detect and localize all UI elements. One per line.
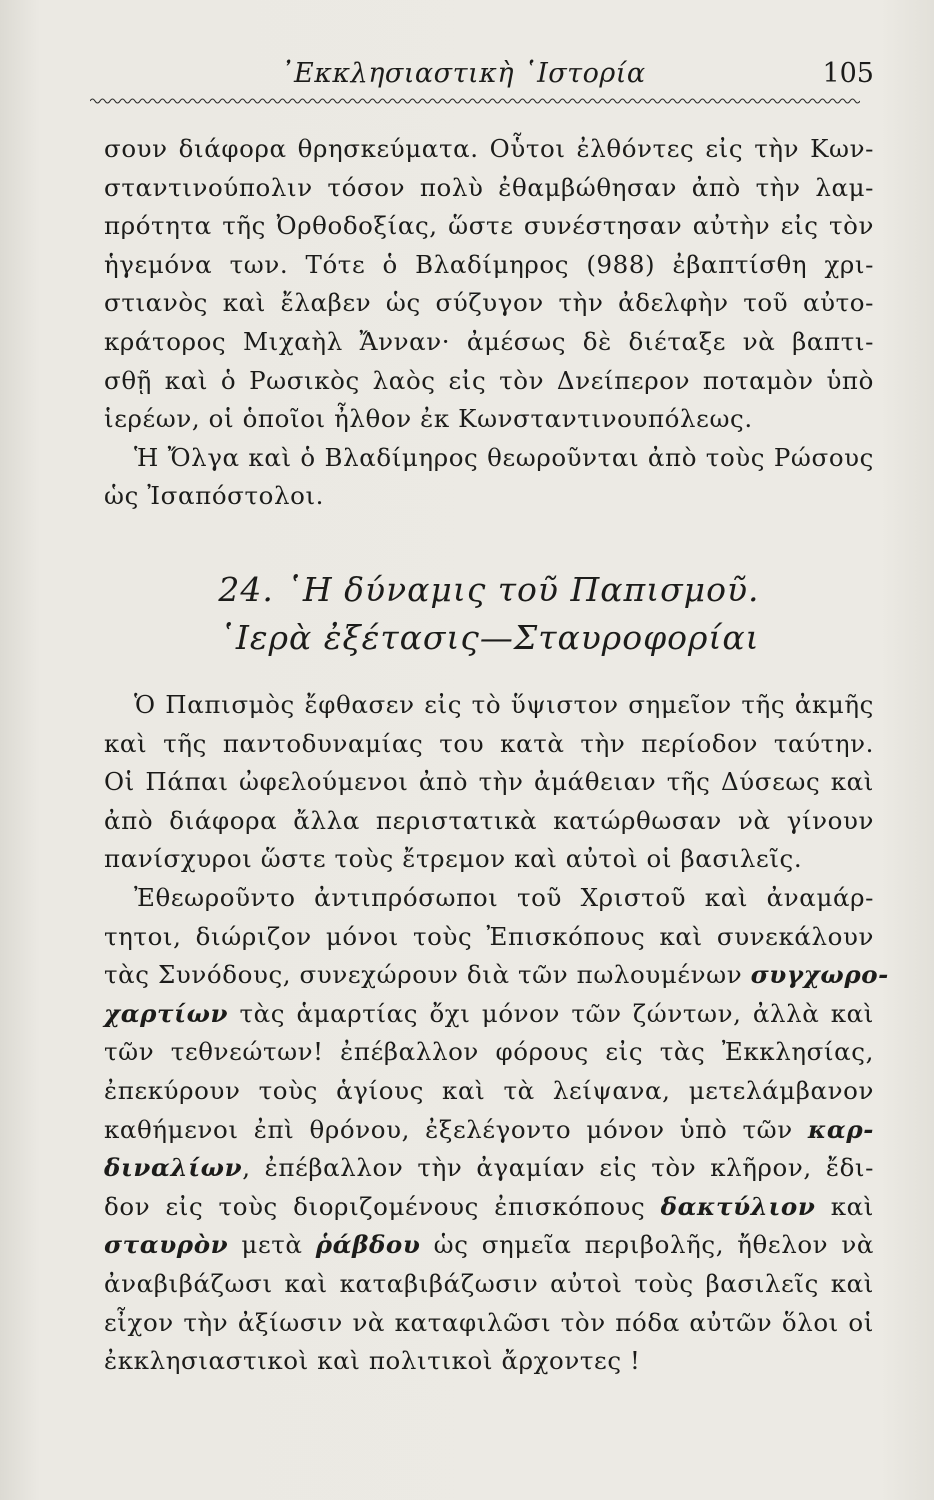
text-run: τὰς ἁμαρτίας ὄχι μόνον τῶν ζώντων, ἀλλὰ καὶ — [228, 998, 874, 1028]
emphasis-term: χαρτίων — [104, 998, 229, 1028]
running-title: ᾿Εκκλησιαστικὴ ῾Ιστορία — [280, 58, 646, 89]
text-line: καὶ τῆς παντοδυναμίας του κατὰ τὴν περίοδον ταύτην. — [104, 728, 874, 758]
text-run: δον εἰς τοὺς διοριζομένους ἐπισκόπους — [104, 1191, 661, 1221]
text-line: τῶν τεθνεώτων! ἐπέβαλλον φόρους εἰς τὰς Ἐκκλησίας, — [104, 1037, 874, 1067]
paragraph-papacy — [104, 686, 889, 1381]
section-title: 24. ῾Η δύναμις τοῦ Παπισμοῦ. — [218, 570, 760, 609]
text-line: σουν διάφορα θρησκεύματα. Οὗτοι ἐλθόντες εἰς τὴν Κων- — [104, 134, 874, 163]
text-line: ἀπὸ διάφορα ἄλλα περιστατικὰ κατώρθωσαν νὰ γίνουν — [104, 805, 874, 835]
text-line: ἱερέων, οἱ ὁποῖοι ἦλθον ἐκ Κωνσταντινουπόλεως. — [104, 404, 753, 434]
text-line: Ἐθεωροῦντο ἀντιπρόσωποι τοῦ Χριστοῦ καὶ ἀναμάρ- — [134, 882, 874, 912]
text-line: πανίσχυροι ὥστε τοὺς ἔτρεμον καὶ αὐτοὶ οἱ βασιλεῖς. — [104, 844, 803, 874]
emphasis-term: διναλίων — [104, 1153, 243, 1183]
text-line — [104, 995, 874, 1034]
text-line — [104, 1226, 874, 1265]
text-run: ὡς σημεῖα περιβολῆς, ἤθελον νὰ — [420, 1230, 874, 1260]
emphasis-term: συγχωρο- — [750, 960, 889, 990]
text-line: Ἡ Ὄλγα καὶ ὁ Βλαδίμηρος θεωροῦνται ἀπὸ τοὺς Ρώσους — [134, 442, 874, 472]
text-line: σθῇ καὶ ὁ Ρωσικὸς λαὸς εἰς τὸν Δνείπερον ποταμὸν ὑπὸ — [104, 365, 874, 395]
paragraph-continued — [104, 130, 874, 516]
text-line: ἐκκλησιαστικοὶ καὶ πολιτικοὶ ἄρχοντες ! — [104, 1346, 641, 1376]
text-line: ὡς Ἰσαπόστολοι. — [104, 481, 325, 511]
page-number: 105 — [822, 58, 874, 89]
emphasis-term: καρ- — [807, 1114, 874, 1144]
text-line — [104, 1149, 874, 1188]
text-line: Οἱ Πάπαι ὠφελούμενοι ἀπὸ τὴν ἀμάθειαν τῆς Δύσεως καὶ — [104, 767, 874, 797]
emphasis-term: δακτύλιον — [660, 1191, 816, 1221]
section-subtitle: ῾Ιερὰ ἐξέτασις—Σταυροφορίαι — [218, 618, 760, 657]
emphasis-term: ῥάβδου — [315, 1230, 421, 1260]
text-line: ἐπεκύρουν τοὺς ἁγίους καὶ τὰ λείψανα, μετελάμβανον — [104, 1075, 874, 1105]
text-run: καὶ — [815, 1191, 875, 1221]
text-line: ἡγεμόνα των. Τότε ὁ Βλαδίμηρος (988) ἐβαπτίσθη χρι- — [104, 249, 874, 279]
text-line — [104, 1188, 874, 1227]
text-line: στιανὸς καὶ ἔλαβεν ὡς σύζυγον τὴν ἀδελφὴν τοῦ αὐτο- — [104, 288, 874, 318]
text-line: εἶχον τὴν ἀξίωσιν νὰ καταφιλῶσι τὸν πόδα αὐτῶν ὅλοι οἱ — [104, 1307, 874, 1337]
text-line: πρότητα τῆς Ὀρθοδοξίας, ὥστε συνέστησαν αὐτὴν εἰς τὸν — [104, 211, 874, 241]
text-line: κράτορος Μιχαὴλ Ἄνναν· ἀμέσως δὲ διέταξε νὰ βαπτι- — [104, 326, 874, 356]
text-run: τὰς Συνόδους, συνεχώρουν διὰ τῶν πωλουμένων — [104, 960, 751, 990]
wavy-rule-divider — [90, 96, 860, 106]
text-line — [104, 1111, 874, 1150]
text-line: σταντινούπολιν τόσον πολὺ ἐθαμβώθησαν ἀπὸ τὴν λαμ- — [104, 172, 874, 202]
text-run: καθήμενοι ἐπὶ θρόνου, ἐξελέγοντο μόνον ὑπὸ τῶν — [104, 1114, 808, 1144]
text-line — [104, 956, 889, 995]
text-line: Ὁ Παπισμὸς ἔφθασεν εἰς τὸ ὕψιστον σημεῖον τῆς ἀκμῆς — [134, 690, 874, 719]
text-line: τητοι, διώριζον μόνοι τοὺς Ἐπισκόπους καὶ συνεκάλουν — [104, 921, 874, 951]
page-header — [104, 58, 874, 98]
emphasis-term: σταυρὸν — [104, 1230, 229, 1260]
text-line: ἀναβιβάζωσι καὶ καταβιβάζωσιν αὐτοὶ τοὺς βασιλεῖς καὶ — [104, 1268, 874, 1298]
text-run: , ἐπέβαλλον τὴν ἀγαμίαν εἰς τὸν κλῆρον, ἔδι- — [242, 1153, 874, 1183]
text-run: μετὰ — [228, 1230, 316, 1260]
